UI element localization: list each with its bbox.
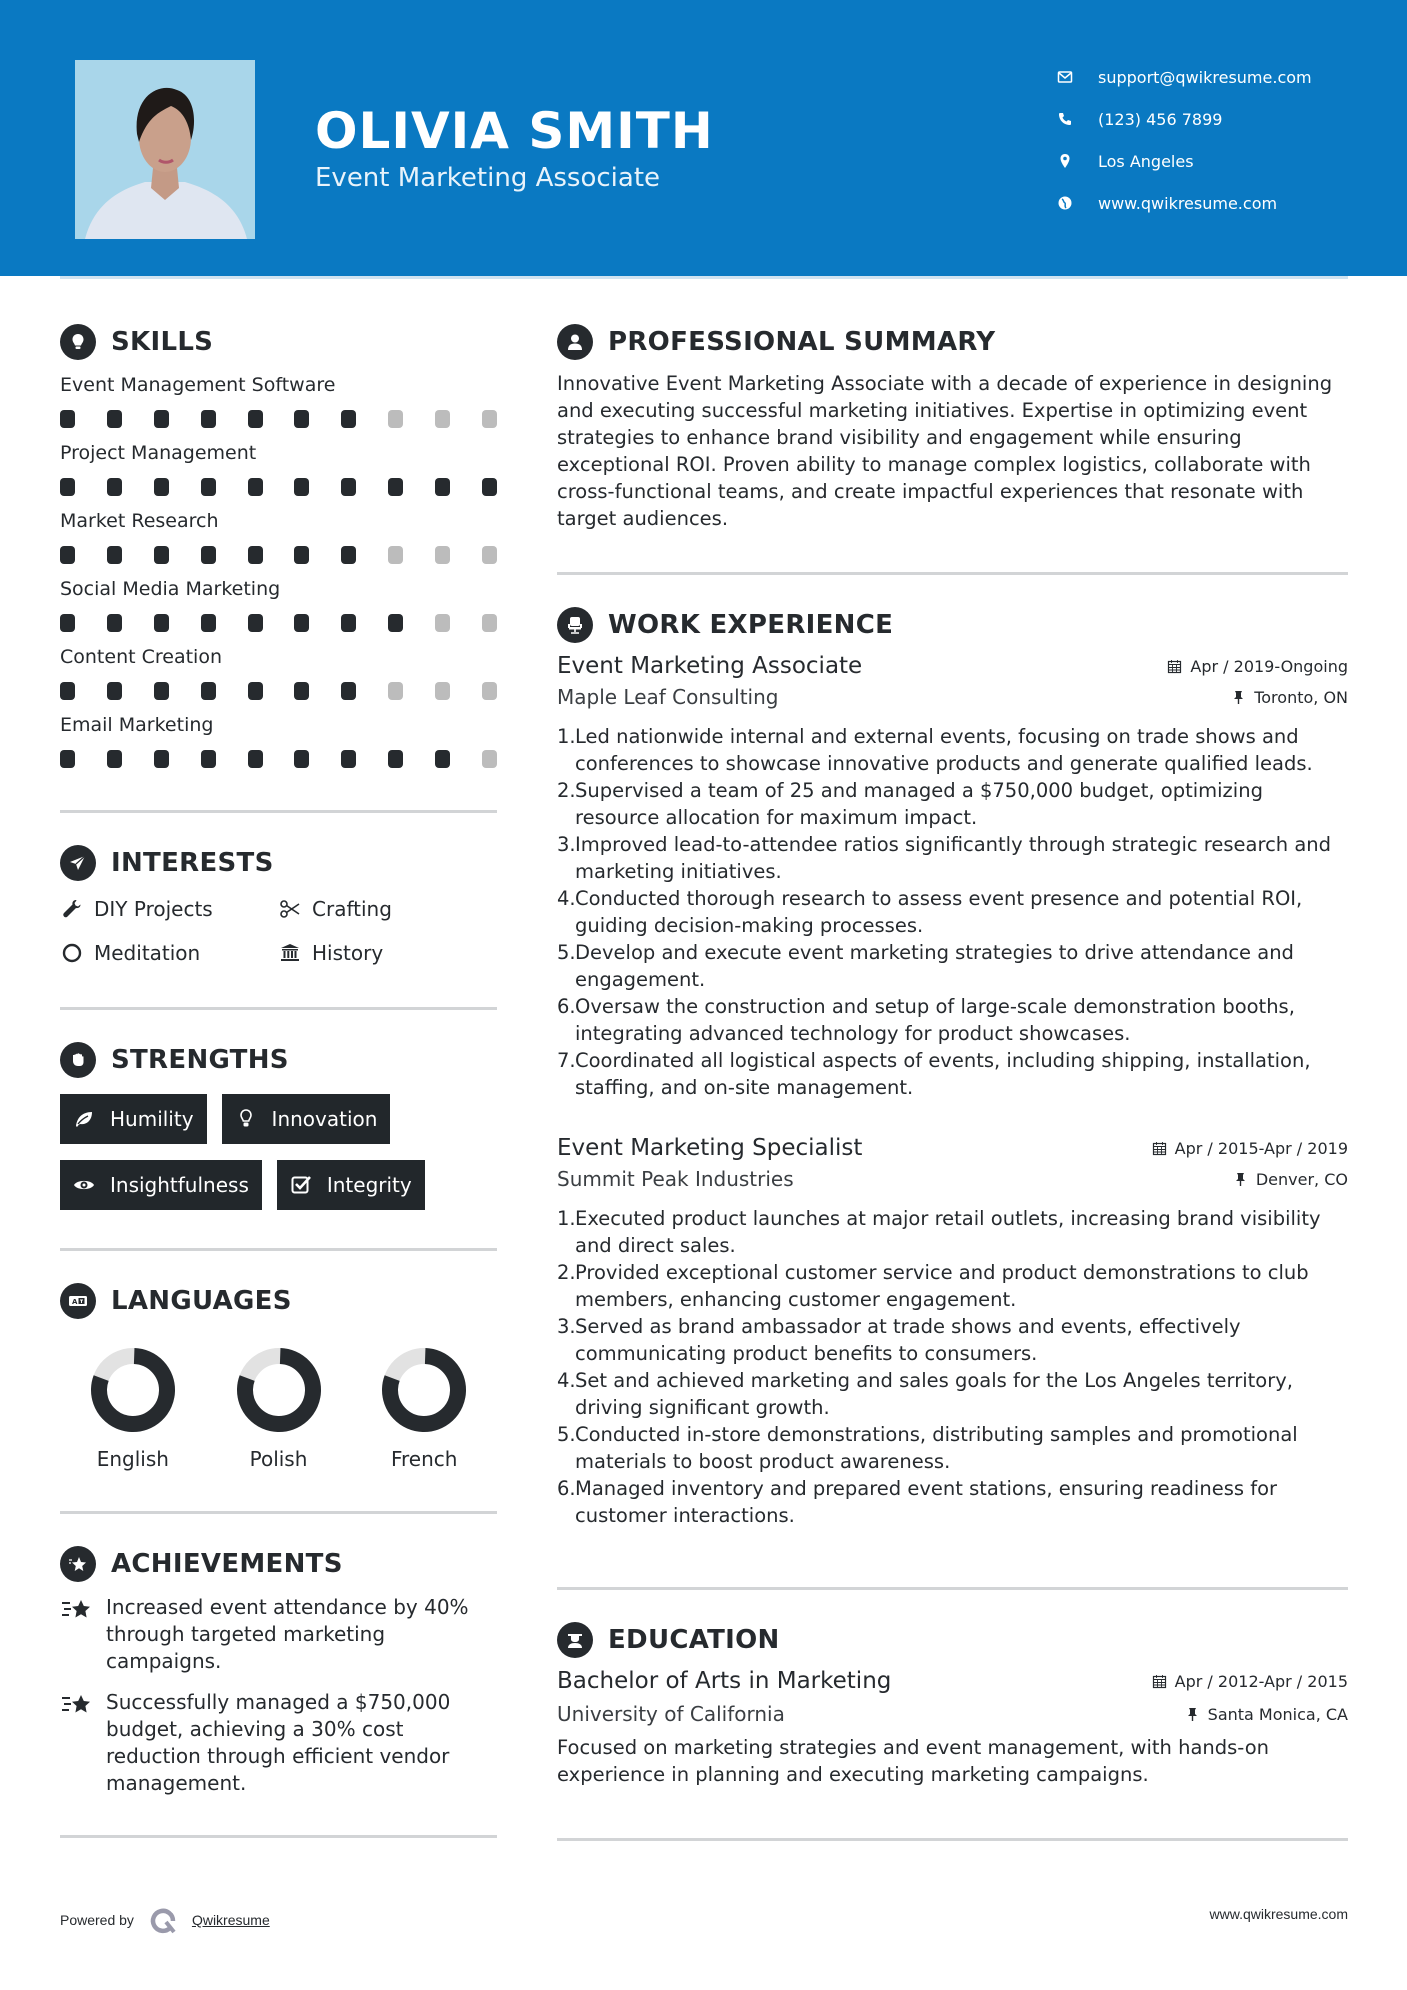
rating-dot-filled bbox=[294, 478, 309, 496]
job-dates: Apr / 2015-Apr / 2019 bbox=[1152, 1139, 1348, 1158]
education-description: Focused on marketing strategies and event management, with hands-on experience in planning and executing marketing campaigns. bbox=[557, 1736, 1269, 1786]
bullet-number: 6. bbox=[557, 1477, 576, 1500]
resume-header bbox=[0, 0, 1407, 276]
bullet-number: 4. bbox=[557, 887, 576, 910]
circle-icon bbox=[60, 941, 84, 965]
job-bullet: 2. Supervised a team of 25 and managed a $750,000 budget, optimizing resource allocation for maximum impact. bbox=[557, 779, 1263, 829]
rating-dot-filled bbox=[294, 750, 309, 768]
rating-dot-empty bbox=[482, 410, 497, 428]
interest-item: Crafting bbox=[278, 895, 478, 923]
contact-phone[interactable]: (123) 456 7899 bbox=[1055, 98, 1312, 140]
strength-tag: Insightfulness bbox=[60, 1160, 262, 1210]
rating-dot-filled bbox=[154, 546, 169, 564]
skill-rating bbox=[60, 410, 497, 430]
education-section bbox=[557, 1620, 1348, 1788]
job-bullet: 1. Executed product launches at major retail outlets, increasing brand visibility and direct sales. bbox=[557, 1207, 1321, 1257]
section-divider bbox=[557, 1587, 1348, 1590]
interests-section bbox=[60, 843, 497, 967]
leaf-icon bbox=[72, 1107, 96, 1131]
bullet-number: 3. bbox=[557, 833, 576, 856]
eye-icon bbox=[72, 1173, 96, 1197]
shooting-star-icon bbox=[60, 1596, 94, 1626]
rating-dot-filled bbox=[60, 478, 75, 496]
rating-dot-filled bbox=[435, 478, 450, 496]
rating-dot-filled bbox=[60, 546, 75, 564]
bullet-number: 5. bbox=[557, 941, 576, 964]
rating-dot-filled bbox=[201, 682, 216, 700]
rating-dot-filled bbox=[435, 750, 450, 768]
rating-dot-filled bbox=[248, 614, 263, 632]
bullet-number: 6. bbox=[557, 995, 576, 1018]
calendar-icon bbox=[1167, 659, 1182, 674]
skill-item bbox=[60, 372, 497, 430]
section-title: INTERESTS bbox=[111, 848, 274, 878]
job-bullet: 1. Led nationwide internal and external events, focusing on trade shows and conferences to showcase innovative products and generate qualified leads. bbox=[557, 725, 1313, 775]
section-divider bbox=[557, 572, 1348, 575]
strength-tag: Integrity bbox=[277, 1160, 425, 1210]
section-divider bbox=[60, 1835, 497, 1838]
job-entry bbox=[557, 653, 1348, 1101]
rating-dot-filled bbox=[60, 410, 75, 428]
achievements-section bbox=[60, 1544, 497, 1797]
rating-dot-filled bbox=[248, 410, 263, 428]
rating-dot-filled bbox=[482, 478, 497, 496]
rating-dot-filled bbox=[294, 546, 309, 564]
skill-item bbox=[60, 712, 497, 770]
rating-dot-filled bbox=[388, 750, 403, 768]
section-title: LANGUAGES bbox=[111, 1286, 292, 1316]
fist-icon bbox=[60, 1042, 96, 1078]
summary-text: Innovative Event Marketing Associate with a decade of experience in designing and executing successful marketing initiatives. Expertise in optimizing event strategies to enhance brand visibility and engagement while ensuring exceptional ROI. Proven ability to manage complex logistics, collaborate with cross-functional teams, and create impactful experiences that resonate with target audiences. bbox=[557, 372, 1333, 530]
rating-dot-filled bbox=[107, 614, 122, 632]
interest-item: History bbox=[278, 939, 478, 967]
rating-dot-filled bbox=[341, 750, 356, 768]
pushpin-icon bbox=[1233, 1172, 1248, 1187]
header-divider bbox=[60, 276, 1348, 279]
skill-rating bbox=[60, 614, 497, 634]
rating-dot-filled bbox=[60, 682, 75, 700]
calendar-icon bbox=[1152, 1674, 1167, 1689]
contact-website[interactable]: www.qwikresume.com bbox=[1055, 182, 1312, 224]
globe-icon bbox=[1055, 193, 1075, 213]
job-bullet: 2. Provided exceptional customer service and product demonstrations to club members, enhancing customer engagement. bbox=[557, 1261, 1309, 1311]
rating-dot-empty bbox=[482, 682, 497, 700]
bullet-number: 3. bbox=[557, 1315, 576, 1338]
section-divider bbox=[60, 1007, 497, 1010]
strength-tag: Innovation bbox=[222, 1094, 391, 1144]
museum-icon bbox=[278, 941, 302, 965]
rating-dot-filled bbox=[201, 546, 216, 564]
bullet-number: 7. bbox=[557, 1049, 576, 1072]
strength-tag: Humility bbox=[60, 1094, 207, 1144]
rating-dot-empty bbox=[482, 614, 497, 632]
job-entry bbox=[557, 1135, 1348, 1529]
rating-dot-filled bbox=[248, 682, 263, 700]
skill-name: Project Management bbox=[60, 442, 257, 464]
rating-dot-filled bbox=[107, 410, 122, 428]
skill-name: Market Research bbox=[60, 510, 219, 532]
section-title: EDUCATION bbox=[608, 1625, 780, 1655]
bullet-number: 1. bbox=[557, 725, 576, 748]
rating-dot-filled bbox=[294, 682, 309, 700]
rating-dot-filled bbox=[341, 546, 356, 564]
pushpin-icon bbox=[1185, 1707, 1200, 1722]
skill-item bbox=[60, 440, 497, 498]
section-title: WORK EXPERIENCE bbox=[608, 610, 894, 640]
achievement-item: Increased event attendance by 40% through targeted marketing campaigns. bbox=[60, 1594, 497, 1675]
job-company: Summit Peak Industries bbox=[557, 1167, 794, 1191]
rating-dot-filled bbox=[60, 614, 75, 632]
job-location: Toronto, ON bbox=[1231, 688, 1348, 707]
school-name: University of California bbox=[557, 1702, 785, 1726]
rating-dot-filled bbox=[294, 614, 309, 632]
section-title: ACHIEVEMENTS bbox=[111, 1549, 343, 1579]
rating-dot-filled bbox=[154, 682, 169, 700]
summary-section bbox=[557, 322, 1348, 532]
job-bullet: 6. Oversaw the construction and setup of large-scale demonstration booths, integrating advanced technology for product showcases. bbox=[557, 995, 1295, 1045]
rating-dot-empty bbox=[435, 410, 450, 428]
rating-dot-filled bbox=[154, 410, 169, 428]
rating-dot-filled bbox=[388, 478, 403, 496]
rating-dot-filled bbox=[341, 478, 356, 496]
rating-dot-empty bbox=[388, 682, 403, 700]
contact-location: Los Angeles bbox=[1055, 140, 1312, 182]
contact-list bbox=[1055, 56, 1312, 224]
rating-dot-empty bbox=[482, 750, 497, 768]
rating-dot-empty bbox=[388, 410, 403, 428]
education-location: Santa Monica, CA bbox=[1185, 1705, 1348, 1724]
rating-dot-filled bbox=[201, 750, 216, 768]
experience-section bbox=[557, 605, 1348, 1529]
job-company: Maple Leaf Consulting bbox=[557, 685, 779, 709]
rating-dot-filled bbox=[294, 410, 309, 428]
languages-section bbox=[60, 1281, 497, 1471]
rating-dot-empty bbox=[435, 546, 450, 564]
skill-item bbox=[60, 508, 497, 566]
paper-plane-icon bbox=[60, 845, 96, 881]
bullet-number: 4. bbox=[557, 1369, 576, 1392]
job-bullet: 3. Served as brand ambassador at trade shows and events, effectively communicating product benefits to consumers. bbox=[557, 1315, 1241, 1365]
section-divider bbox=[60, 810, 497, 813]
achievement-item: Successfully managed a $750,000 budget, achieving a 30% cost reduction through efficient vendor management. bbox=[60, 1689, 497, 1797]
candidate-title: Event Marketing Associate bbox=[315, 163, 661, 193]
bullet-number: 2. bbox=[557, 779, 576, 802]
star-badge-icon bbox=[60, 1546, 96, 1582]
skill-name: Event Management Software bbox=[60, 374, 336, 396]
rating-dot-filled bbox=[107, 682, 122, 700]
rating-dot-filled bbox=[60, 750, 75, 768]
language-item: French bbox=[351, 1347, 497, 1471]
bullet-number: 5. bbox=[557, 1423, 576, 1446]
rating-dot-empty bbox=[435, 614, 450, 632]
contact-email[interactable]: support@qwikresume.com bbox=[1055, 56, 1312, 98]
profile-photo bbox=[75, 60, 255, 239]
wrench-icon bbox=[60, 897, 84, 921]
strengths-section bbox=[60, 1040, 497, 1210]
job-bullet: 6. Managed inventory and prepared event stations, ensuring readiness for customer interactions. bbox=[557, 1477, 1278, 1527]
bullet-number: 1. bbox=[557, 1207, 576, 1230]
rating-dot-filled bbox=[107, 478, 122, 496]
rating-dot-filled bbox=[107, 546, 122, 564]
language-donut-chart bbox=[90, 1347, 176, 1433]
rating-dot-filled bbox=[107, 750, 122, 768]
rating-dot-filled bbox=[154, 478, 169, 496]
qwikresume-logo-icon bbox=[148, 1904, 180, 1936]
rating-dot-filled bbox=[248, 478, 263, 496]
job-bullet: 3. Improved lead-to-attendee ratios significantly through strategic research and marketing initiatives. bbox=[557, 833, 1332, 883]
rating-dot-filled bbox=[248, 546, 263, 564]
skill-rating bbox=[60, 682, 497, 702]
job-title: Event Marketing Specialist bbox=[557, 1135, 863, 1161]
job-location: Denver, CO bbox=[1233, 1170, 1348, 1189]
rating-dot-filled bbox=[201, 410, 216, 428]
graduate-icon bbox=[557, 1622, 593, 1658]
rating-dot-empty bbox=[482, 546, 497, 564]
skill-name: Social Media Marketing bbox=[60, 578, 281, 600]
map-pin-icon bbox=[1055, 151, 1075, 171]
footer-powered-by: Powered by Qwikresume bbox=[60, 1904, 270, 1936]
job-bullet: 5. Develop and execute event marketing strategies to drive attendance and engagement. bbox=[557, 941, 1294, 991]
rating-dot-filled bbox=[201, 478, 216, 496]
language-donut-chart bbox=[381, 1347, 467, 1433]
rating-dot-filled bbox=[154, 750, 169, 768]
skill-name: Content Creation bbox=[60, 646, 222, 668]
footer-website-link[interactable]: www.qwikresume.com bbox=[1209, 1906, 1348, 1922]
qwikresume-link[interactable]: Qwikresume bbox=[191, 1912, 270, 1928]
section-divider bbox=[60, 1248, 497, 1251]
section-title: STRENGTHS bbox=[111, 1045, 289, 1075]
rating-dot-filled bbox=[154, 614, 169, 632]
rating-dot-filled bbox=[388, 614, 403, 632]
section-title: PROFESSIONAL SUMMARY bbox=[608, 327, 996, 357]
job-title: Event Marketing Associate bbox=[557, 653, 863, 679]
interest-item: DIY Projects bbox=[60, 895, 278, 923]
envelope-icon bbox=[1055, 67, 1075, 87]
skill-name: Email Marketing bbox=[60, 714, 214, 736]
rating-dot-filled bbox=[248, 750, 263, 768]
office-chair-icon bbox=[557, 607, 593, 643]
job-bullet: 4. Conducted thorough research to assess event presence and potential ROI, guiding decision-making processes. bbox=[557, 887, 1303, 937]
lightbulb-icon bbox=[60, 324, 96, 360]
rating-dot-filled bbox=[201, 614, 216, 632]
skill-rating bbox=[60, 546, 497, 566]
education-entry bbox=[557, 1668, 1348, 1788]
rating-dot-filled bbox=[341, 614, 356, 632]
rating-dot-empty bbox=[388, 546, 403, 564]
scissors-icon bbox=[278, 897, 302, 921]
user-icon bbox=[557, 324, 593, 360]
checkbox-icon bbox=[289, 1173, 313, 1197]
phone-icon bbox=[1055, 109, 1075, 129]
degree-title: Bachelor of Arts in Marketing bbox=[557, 1668, 892, 1694]
pushpin-icon bbox=[1231, 690, 1246, 705]
language-item: English bbox=[60, 1347, 206, 1471]
calendar-icon bbox=[1152, 1141, 1167, 1156]
job-bullet: 5. Conducted in-store demonstrations, distributing samples and promotional materials to boost product awareness. bbox=[557, 1423, 1298, 1473]
section-divider bbox=[557, 1838, 1348, 1841]
job-bullet: 4. Set and achieved marketing and sales goals for the Los Angeles territory, driving significant growth. bbox=[557, 1369, 1293, 1419]
language-donut-chart bbox=[236, 1347, 322, 1433]
section-divider bbox=[60, 1511, 497, 1514]
rating-dot-filled bbox=[341, 682, 356, 700]
interest-item: Meditation bbox=[60, 939, 278, 967]
lightbulb-icon bbox=[234, 1107, 258, 1131]
shooting-star-icon bbox=[60, 1691, 94, 1721]
rating-dot-empty bbox=[435, 682, 450, 700]
education-dates: Apr / 2012-Apr / 2015 bbox=[1152, 1672, 1348, 1691]
skill-rating bbox=[60, 750, 497, 770]
skills-section bbox=[60, 322, 497, 770]
job-bullet: 7. Coordinated all logistical aspects of events, including shipping, installation, staffing, and on-site management. bbox=[557, 1049, 1311, 1099]
bullet-number: 2. bbox=[557, 1261, 576, 1284]
translate-icon bbox=[60, 1283, 96, 1319]
skill-item bbox=[60, 576, 497, 634]
job-dates: Apr / 2019-Ongoing bbox=[1167, 657, 1348, 676]
svg-text:A: A bbox=[72, 1298, 78, 1306]
rating-dot-filled bbox=[341, 410, 356, 428]
skill-item bbox=[60, 644, 497, 702]
language-item: Polish bbox=[206, 1347, 352, 1471]
right-column bbox=[557, 322, 1348, 1841]
candidate-name: OLIVIA SMITH bbox=[315, 102, 714, 160]
section-title: SKILLS bbox=[111, 327, 214, 357]
skill-rating bbox=[60, 478, 497, 498]
left-column bbox=[60, 322, 497, 1838]
